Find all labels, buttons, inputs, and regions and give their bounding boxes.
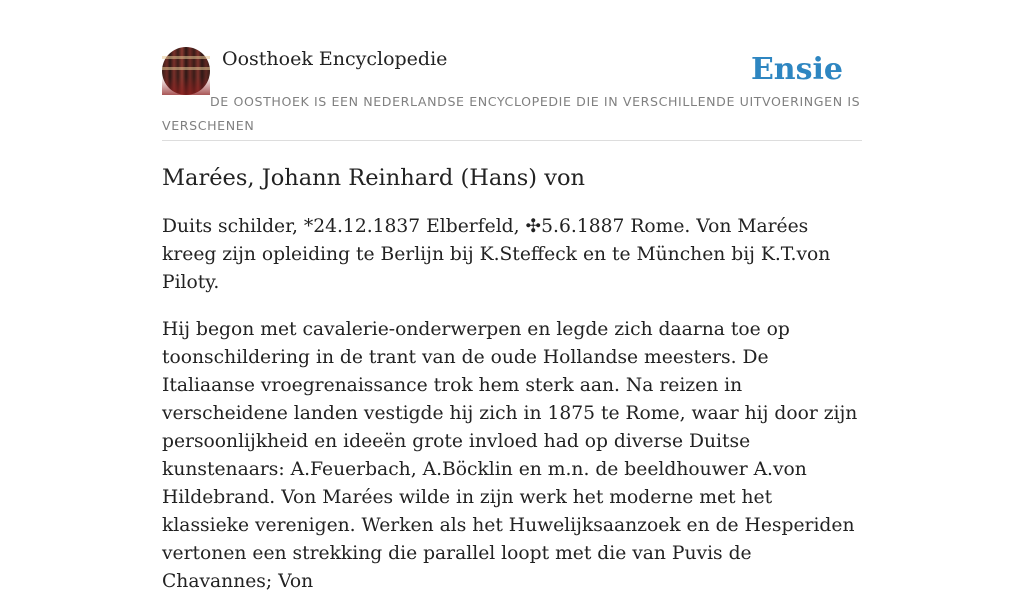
brand-logo[interactable]: Ensie: [750, 52, 843, 87]
site-title[interactable]: Oosthoek Encyclopedie: [222, 48, 448, 70]
site-tagline: DE OOSTHOEK IS EEN NEDERLANDSE ENCYCLOPEDIE DIE IN VERSCHILLENDE UITVOERINGEN IS VERSCHENEN: [162, 94, 861, 133]
article-paragraph: Hij begon met cavalerie-onderwerpen en legde zich daarna toe op toonschildering in de trant van de oude Hollandse meesters. De Italiaanse vroegrenaissance trok hem sterk aan. Na reizen in verscheidene landen vestigde hij zich in 1875 te Rome, waar hij door zijn persoonlijkheid en ideeën grote invloed had op diverse Duitse kunstenaars: A.Feuerbach, A.Böcklin en m.n. de beeldhouwer A.von Hildebrand. Von Marées wilde in zijn werk het moderne met het klassieke verenigen. Werken als het Huwelijksaanzoek en de Hesperiden vertonen een strekking die parallel loopt met die van Puvis de Chavannes; Von: [162, 319, 858, 592]
avatar[interactable]: [162, 47, 210, 95]
page-title: Marées, Johann Reinhard (Hans) von: [162, 165, 585, 191]
avatar-book-band: [162, 56, 210, 59]
article-paragraph: Duits schilder, *24.12.1837 Elberfeld, ✣5.6.1887 Rome. Von Marées kreeg zijn opleiding te Berlijn bij K.Steffeck en te München bij K.T.von Piloty.: [162, 216, 831, 293]
avatar-book-band: [162, 67, 210, 70]
article: [162, 161, 862, 596]
site-header: [162, 46, 862, 141]
